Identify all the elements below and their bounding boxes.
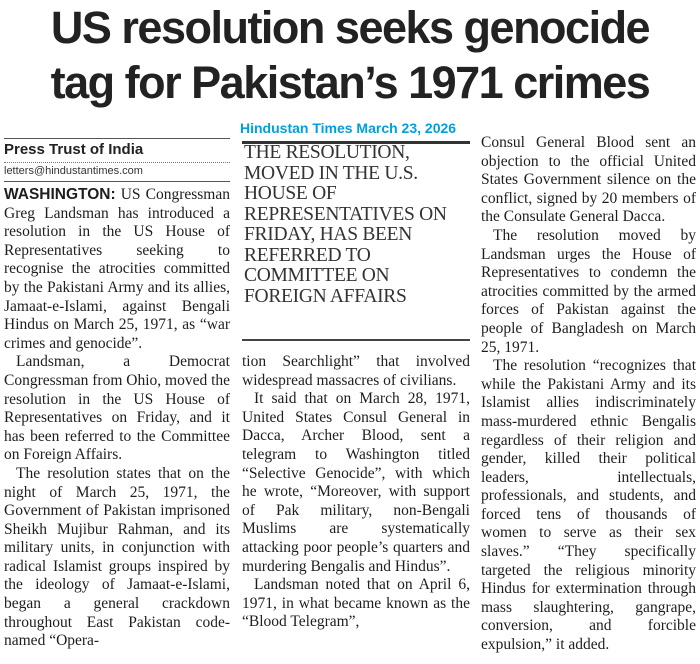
article-column-2 [242, 353, 470, 632]
headline [0, 0, 700, 110]
pull-quote: THE RESOLUTION, MOVED IN THE U.S. HOUSE OF REPRESENTATIVES ON FRIDAY, HAS BEEN REFERRED TO COMMITTEE ON FOREIGN AFFAIRS [244, 142, 447, 307]
byline-top-rule [4, 138, 230, 139]
byline-divider [4, 162, 230, 163]
byline-agency: Press Trust of India [4, 141, 144, 158]
byline-email: letters@hindustantimes.com [4, 165, 143, 177]
article-paragraph: tion Searchlight” that involved widespread massacres of civilians. [242, 353, 470, 389]
pull-quote-bottom-rule [242, 339, 470, 341]
article-paragraph: It said that on March 28, 1971, United States Consul General in Dacca, Archer Blood, sent a telegram to Washington titled “Selective Genocide”, with which he wrote, “Moreover, with support of Pak military, non-Bengali Muslims are systematically attacking poor people’s quarters and murdering Bengalis and Hindus”. [242, 390, 470, 575]
article-paragraph: The resolution “recognizes that while the Pakistani Army and its Islamist allies indiscriminately mass-murdered ethnic Bengalis regardless of their religion and gender, killed their political leaders, intellectuals, professionals, and students, and forced tens of thousands of women to serve as their sex slaves.” “They specifically targeted the religious minority Hindus for extermination through mass slaughtering, gangrape, conversion, and forcible expulsion,” it added. [481, 357, 696, 654]
headline-line-1: US resolution seeks genocide [50, 2, 650, 53]
article-paragraph: Landsman, a Democrat Congressman from Ohio, moved the resolution in the US House of Representatives on Friday, and it has been referred to the Committee on Foreign Affairs. [4, 353, 231, 464]
article-paragraph: Consul General Blood sent an objection to the official United States Government silence on the conflict, signed by 20 members of the Consulate General Dacca. [481, 134, 696, 226]
headline-line-2: tag for Pakistan’s 1971 crimes [50, 57, 650, 108]
dateline: WASHINGTON: [4, 186, 116, 203]
article-paragraph: The resolution states that on the night of March 25, 1971, the Government of Pakistan imprisoned Sheikh Mujibur Rahman, and its military units, in conjunction with radical Islamist groups inspired by the ideology of Jamaat-e-Islami, began a general crackdown throughout East Pakistan code-named “Opera- [4, 464, 230, 650]
article-paragraph: The resolution moved by Landsman urges the House of Representatives to condemn the atrocities committed by the armed forces of Pakistan against the people of Bangladesh on March 25, 1971. [481, 226, 696, 356]
article-column-1 [4, 186, 230, 651]
article-column-3 [481, 134, 696, 655]
paragraph-text: US Congressman Greg Landsman has introduced a resolution in the US House of Representatives seeking to recognise the atrocities committed by the Pakistani Army and its allies, Jamaat-e-Islami, against Bengali Hindus on March 25, 1971, as “war crimes and genocide”. [4, 186, 230, 352]
byline-bottom-rule [4, 181, 230, 182]
date-watermark: Hindustan Times March 23, 2026 [240, 120, 457, 136]
article-paragraph [4, 186, 230, 353]
article-paragraph: Landsman noted that on April 6, 1971, in what became known as the “Blood Telegram”, [242, 576, 470, 631]
